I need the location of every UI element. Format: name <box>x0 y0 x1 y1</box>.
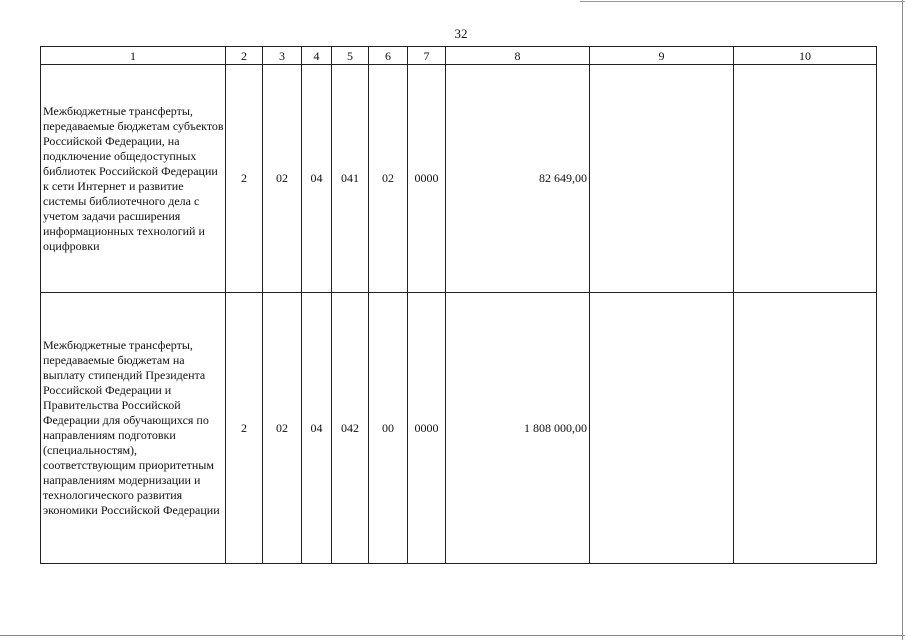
column-header-10: 10 <box>734 47 877 65</box>
row-name-cell: Межбюджетные трансферты, передаваемые бюджетам субъектов Российской Федерации, на подключение общедоступных библиотек Российской Федерации к сети Интернет и развитие системы библиотечного дела с учетом задачи расширения информационных технологий и оцифровки <box>41 65 226 293</box>
column-header-2: 2 <box>226 47 263 65</box>
amount-cell: 82 649,00 <box>446 65 590 293</box>
table-row <box>41 293 877 564</box>
empty-cell <box>734 65 877 293</box>
code-cell: 04 <box>302 65 332 293</box>
page-number: 32 <box>454 26 468 41</box>
column-header-4: 4 <box>302 47 332 65</box>
amount-cell: 1 808 000,00 <box>446 293 590 564</box>
code-cell: 02 <box>369 65 408 293</box>
column-header-1: 1 <box>41 47 226 65</box>
code-cell: 02 <box>263 293 302 564</box>
row-name-cell: Межбюджетные трансферты, передаваемые бюджетам на выплату стипендий Президента Российской Федерации и Правительства Российской Федерации для обучающихся по направлениям подготовки (специальностям), соответствующим приоритетным направлениям модернизации и технологического развития экономики Российской Федерации <box>41 293 226 564</box>
code-cell: 0000 <box>408 65 446 293</box>
empty-cell <box>590 65 734 293</box>
code-cell: 00 <box>369 293 408 564</box>
code-cell: 2 <box>226 293 263 564</box>
scan-edge-right <box>902 0 903 640</box>
code-cell: 04 <box>302 293 332 564</box>
scan-edge-bottom <box>0 635 905 636</box>
table-row <box>41 65 877 293</box>
empty-cell <box>734 293 877 564</box>
code-cell: 0000 <box>408 293 446 564</box>
column-header-5: 5 <box>332 47 369 65</box>
column-header-9: 9 <box>590 47 734 65</box>
code-cell: 2 <box>226 65 263 293</box>
column-header-7: 7 <box>408 47 446 65</box>
header-row <box>41 47 877 65</box>
code-cell: 02 <box>263 65 302 293</box>
code-cell: 041 <box>332 65 369 293</box>
scan-edge-top <box>580 1 905 2</box>
column-header-8: 8 <box>446 47 590 65</box>
code-cell: 042 <box>332 293 369 564</box>
budget-table <box>40 46 877 564</box>
empty-cell <box>590 293 734 564</box>
column-header-3: 3 <box>263 47 302 65</box>
column-header-6: 6 <box>369 47 408 65</box>
